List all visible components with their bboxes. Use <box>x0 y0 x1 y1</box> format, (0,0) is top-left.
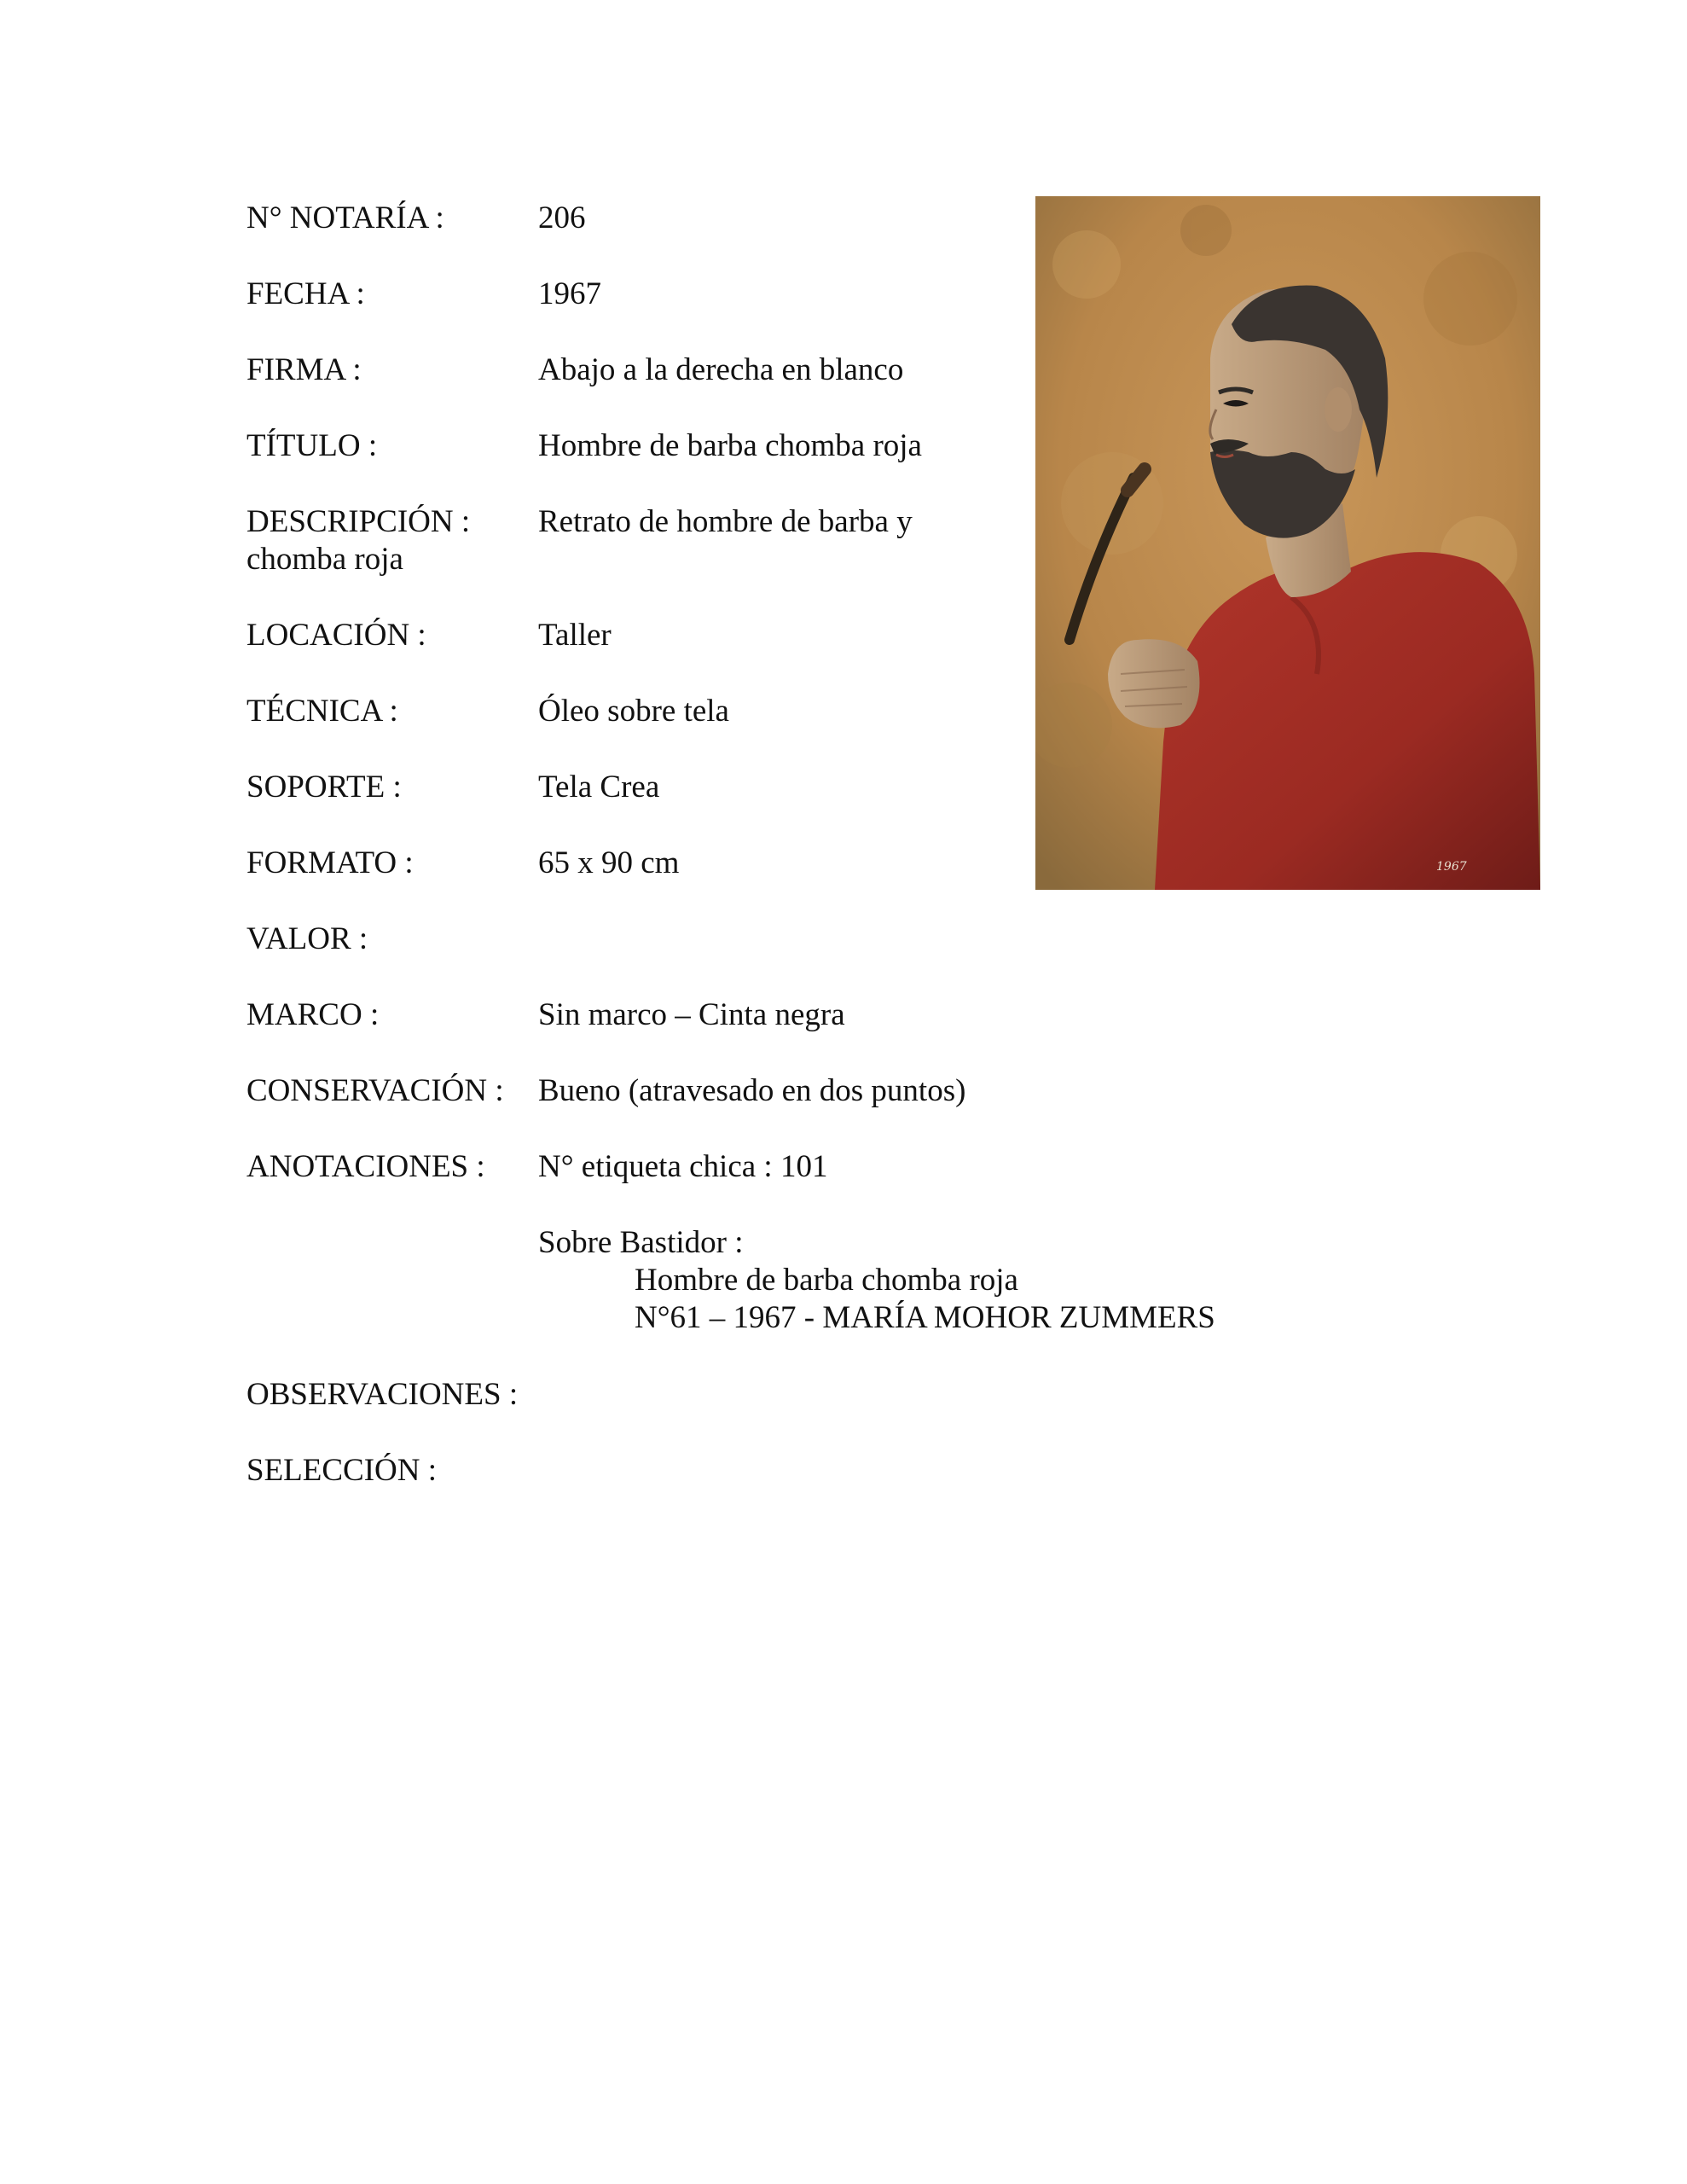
field-value: Bueno (atravesado en dos puntos) <box>538 1073 966 1108</box>
field-value: 206 <box>538 200 586 235</box>
field-value: Retrato de hombre de barba y <box>538 504 913 539</box>
field-label: TÉCNICA : <box>246 694 398 729</box>
field-label: FECHA : <box>246 276 365 311</box>
field-label: CONSERVACIÓN : <box>246 1073 504 1108</box>
field-label: FORMATO : <box>246 845 414 880</box>
field-value-continued: chomba roja <box>246 542 403 577</box>
field-value: Taller <box>538 618 612 653</box>
field-label: SELECCIÓN : <box>246 1453 438 1488</box>
painting-image <box>1035 196 1540 890</box>
field-value: Óleo sobre tela <box>538 694 729 729</box>
bastidor-line-2-text: N°61 – 1967 - MARÍA MOHOR ZUMMERS <box>635 1300 1215 1335</box>
field-label: SOPORTE : <box>246 770 402 804</box>
field-label: MARCO : <box>246 997 380 1032</box>
field-label: OBSERVACIONES : <box>246 1377 519 1412</box>
field-value: N° etiqueta chica : 101 <box>538 1149 828 1184</box>
field-label: ANOTACIONES : <box>246 1149 485 1184</box>
field-label: DESCRIPCIÓN : <box>246 504 471 539</box>
field-label: TÍTULO : <box>246 428 378 463</box>
field-value: Tela Crea <box>538 770 660 804</box>
field-value: Sin marco – Cinta negra <box>538 997 845 1032</box>
field-label: N° NOTARÍA : <box>246 200 444 235</box>
bastidor-line-1-text: Hombre de barba chomba roja <box>635 1263 1018 1298</box>
field-value: 1967 <box>538 276 601 311</box>
field-label: VALOR : <box>246 921 368 956</box>
painting-signature: 1967 <box>1436 860 1467 874</box>
field-value: Hombre de barba chomba roja <box>538 428 922 463</box>
field-label: LOCACIÓN : <box>246 618 426 653</box>
field-value: 65 x 90 cm <box>538 845 680 880</box>
field-value: Abajo a la derecha en blanco <box>538 352 904 387</box>
field-label: FIRMA : <box>246 352 362 387</box>
bastidor-heading: Sobre Bastidor : <box>538 1225 744 1260</box>
